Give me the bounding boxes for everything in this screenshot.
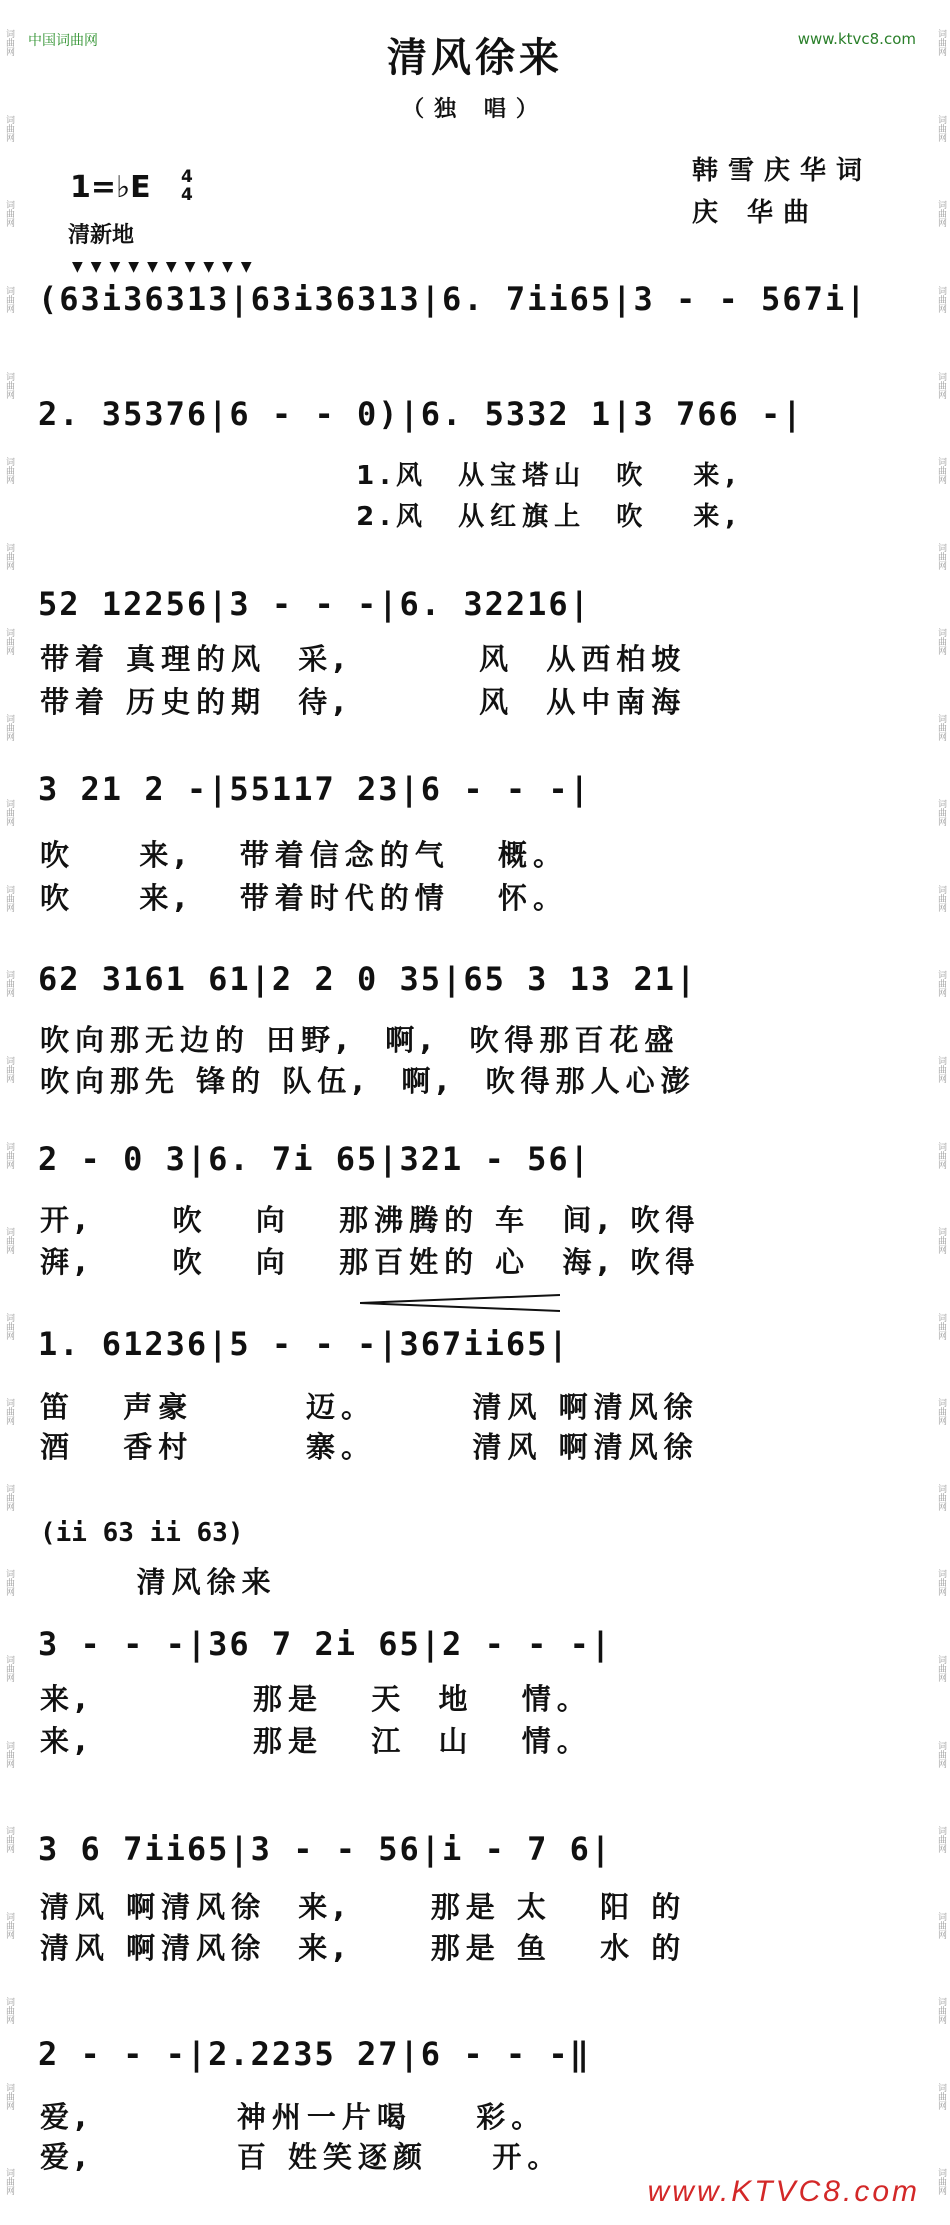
side-watermark-left: 词曲网 词曲网 词曲网 词曲网 词曲网 词曲网 词曲网 词曲网 词曲网 词曲网 词曲网 词曲网 词曲网 词曲网 词曲网 词曲网 词曲网 词曲网 词曲网 词曲网 词曲网 词曲网 词曲网 词曲网 词曲网 词曲网 (4, 29, 14, 2196)
notation-row-2: 2. 35376|6 - - 0)|6. 5332 1|3 766 -| (38, 395, 804, 433)
lyric-row-9-verse-1: 清风 啊清风徐 来, 那是 太 阳 的 (40, 1890, 687, 1924)
key-signature: 1=♭E (70, 170, 151, 205)
lyric-row-4-verse-2: 吹 来, 带着时代的情 怀。 (40, 881, 568, 915)
lyric-row-6-verse-1: 开, 吹 向 那沸腾的 车 间, 吹得 (40, 1203, 701, 1237)
decrescendo-mark (360, 1293, 560, 1313)
lyric-row-6-verse-2: 湃, 吹 向 那百姓的 心 海, 吹得 (40, 1245, 701, 1279)
lyric-row-10-verse-2: 爱, 百 姓笑逐颜 开。 (40, 2140, 563, 2174)
lyric-row-9-verse-2: 清风 啊清风徐 来, 那是 鱼 水 的 (40, 1931, 687, 1965)
accent-marks: ▼▼▼▼▼▼▼▼▼▼ (72, 259, 260, 275)
notation-row-5: 62 3161 61|2 2 0 35|65 3 13 21| (38, 960, 698, 998)
lyric-row-5-verse-2: 吹向那先 锋的 队伍, 啊, 吹得那人心澎 (40, 1064, 696, 1098)
lyric-row-10-verse-1: 爱, 神州一片喝 彩。 (40, 2100, 547, 2134)
notation-row-4: 3 21 2 -|55117 23|6 - - -| (38, 770, 591, 808)
bottom-watermark: www.KTVC8.com (647, 2175, 920, 2208)
lyric-row-7-verse-2: 酒 香村 寨。 清风 啊清风徐 (40, 1430, 699, 1464)
notation-row-8: 3 - - -|36 7 2i 65|2 - - -| (38, 1625, 613, 1663)
lyric-row-8-verse-1: 来, 那是 天 地 情。 (40, 1682, 592, 1716)
notation-row-6: 2 - 0 3|6. 7i 65|321 - 56| (38, 1140, 591, 1178)
notation-row-10: 2 - - -|2.2235 27|6 - - -‖ (38, 2035, 591, 2073)
notation-row-9: 3 6 7ii65|3 - - 56|i - 7 6| (38, 1830, 613, 1868)
lyric-row-7-verse-1: 笛 声豪 迈。 清风 啊清风徐 (40, 1390, 699, 1424)
notation-row-3: 52 12256|3 - - -|6. 32216| (38, 585, 591, 623)
lyric-row-3-verse-2: 带着 历史的期 待, 风 从中南海 (40, 685, 687, 719)
lyric-row-2-verse-1: 1.风 从宝塔山 吹 来, (40, 461, 742, 491)
time-signature: 4 4 (181, 167, 193, 205)
song-subtitle: （独 唱） (402, 97, 548, 122)
notation-row-1: (63i36313|63i36313|6. 7ii65|3 - - 567i| (38, 280, 868, 318)
side-watermark-right: 词曲网 词曲网 词曲网 词曲网 词曲网 词曲网 词曲网 词曲网 词曲网 词曲网 词曲网 词曲网 词曲网 词曲网 词曲网 词曲网 词曲网 词曲网 词曲网 词曲网 词曲网 词曲网 词曲网 词曲网 词曲网 词曲网 (936, 29, 946, 2196)
notation-row-7: 1. 61236|5 - - -|367ii65| (38, 1325, 570, 1363)
interlude-lyric: 清风徐来 (40, 1565, 277, 1599)
lyric-row-2-verse-2: 2.风 从红旗上 吹 来, (40, 502, 742, 532)
lyric-row-5-verse-1: 吹向那无边的 田野, 啊, 吹得那百花盛 (40, 1023, 680, 1057)
lyricist-credit: 韩雪庆华词 (692, 156, 873, 186)
site-url-right: www.ktvc8.com (797, 30, 916, 48)
lyric-row-4-verse-1: 吹 来, 带着信念的气 概。 (40, 838, 568, 872)
site-name-left: 中国词曲网 (28, 33, 98, 49)
song-title: 清风徐来 (387, 34, 563, 81)
lyric-row-3-verse-1: 带着 真理的风 采, 风 从西柏坡 (40, 642, 687, 676)
lyric-row-8-verse-2: 来, 那是 江 山 情。 (40, 1724, 592, 1758)
composer-credit: 庆 华曲 (692, 198, 820, 228)
interlude-notation: (ii 63 ii 63) (40, 1518, 244, 1548)
tempo-marking: 清新地 (68, 223, 135, 248)
